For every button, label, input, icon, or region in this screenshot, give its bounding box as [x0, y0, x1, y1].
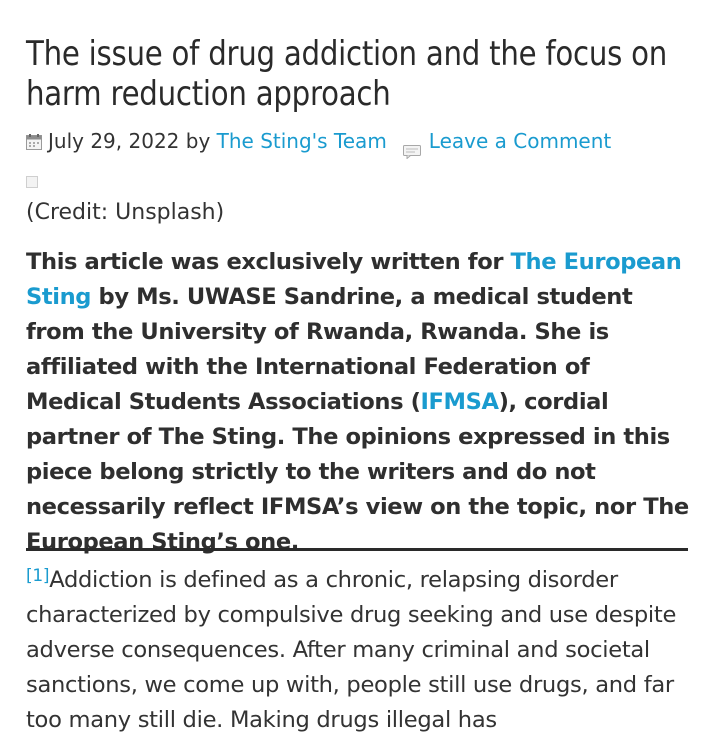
intro-text-2: by Ms. UWASE Sandrine, a medical student from the University of Rwanda, Rwanda. She is affiliated with the International Federation of Medical Students Associations ( — [26, 284, 633, 415]
calendar-icon — [26, 129, 42, 145]
ifmsa-link[interactable]: IFMSA — [420, 389, 499, 415]
article-title: The issue of drug addiction and the focus on harm reduction approach — [26, 34, 668, 114]
european-sting-link[interactable]: The European Sting — [26, 249, 682, 310]
leave-comment-link[interactable]: Leave a Comment — [428, 129, 612, 153]
featured-image-placeholder — [26, 176, 38, 188]
intro-text-1: This article was exclusively written for — [26, 249, 511, 275]
body-text: Addiction is defined as a chronic, relapsing disorder characterized by compulsive drug seeking and use despite adverse consequences. After many criminal and societal sanctions, we come up with, people still use drugs, and far too many still die. Making drugs illegal has — [26, 567, 677, 733]
post-date: July 29, 2022 — [48, 129, 180, 153]
footnote-link[interactable]: [1] — [26, 566, 50, 586]
post-meta — [26, 127, 611, 155]
intro-text-3: ), cordial partner of The Sting. The opinions expressed in this piece belong strictly to the writers and do not necessarily reflect IFMSA’s view on the topic, nor The European Sting’s one. — [26, 389, 689, 555]
author-link[interactable]: The Sting's Team — [216, 129, 387, 153]
intro-paragraph — [26, 245, 690, 560]
divider — [26, 548, 688, 551]
image-credit: (Credit: Unsplash) — [26, 200, 225, 225]
by-label: by — [179, 129, 217, 153]
body-paragraph — [26, 563, 690, 738]
comment-icon — [403, 138, 421, 152]
